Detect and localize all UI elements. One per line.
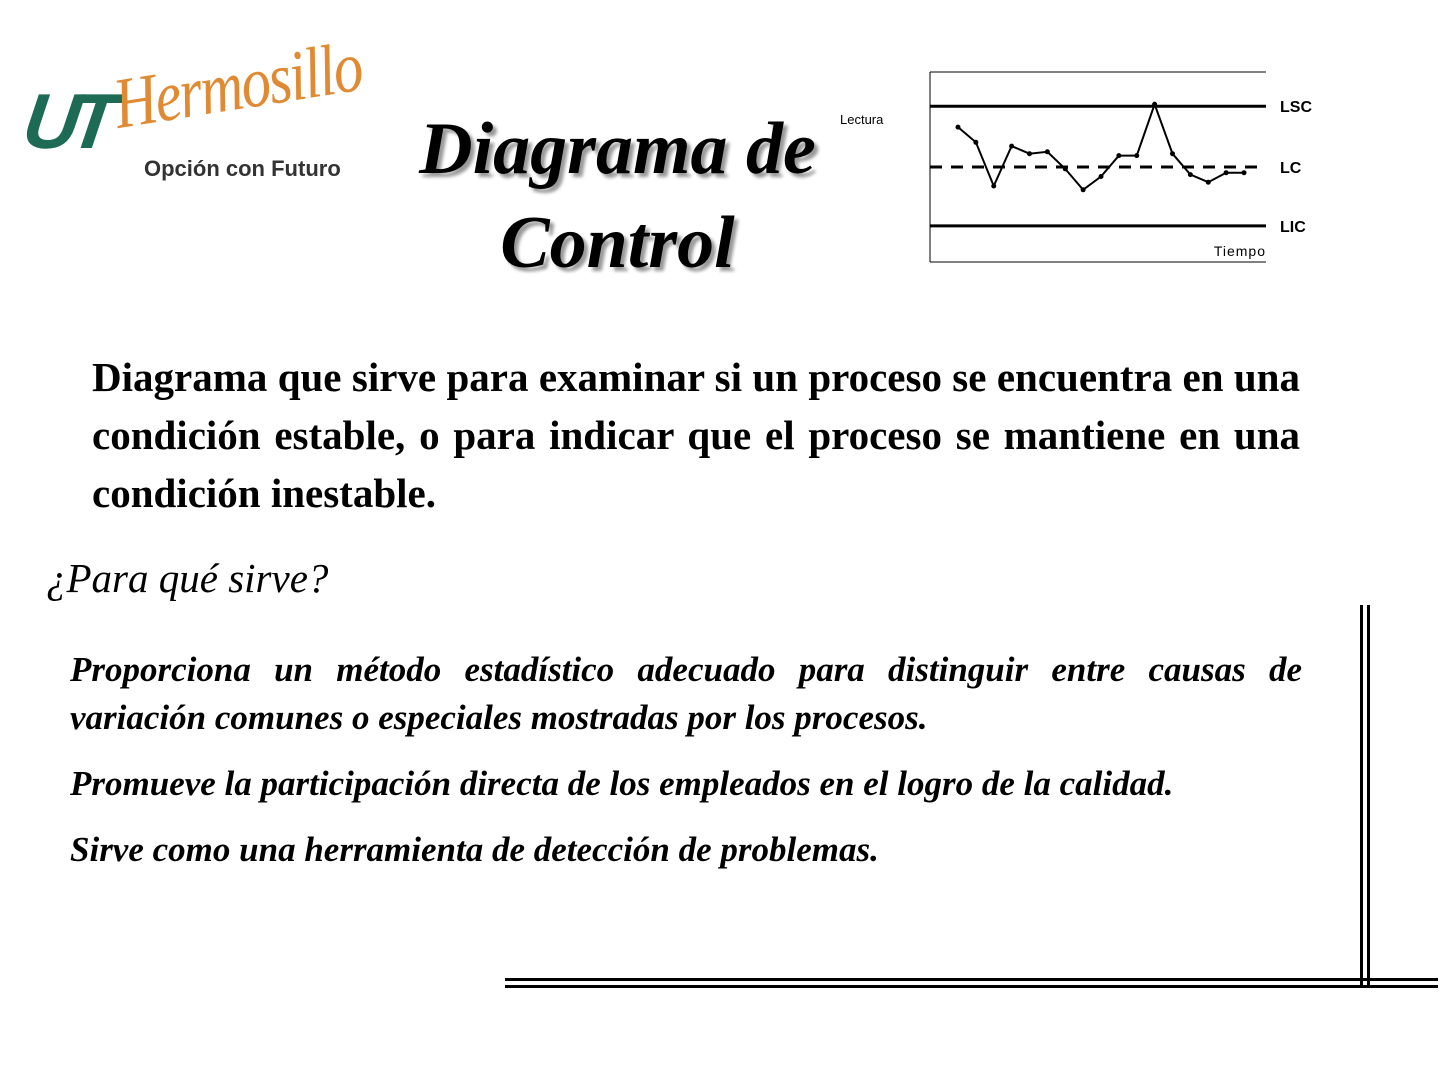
frame-horizontal-line [505,978,1438,981]
reference-lines [930,99,1312,236]
data-point [1188,172,1193,177]
data-point [1242,170,1247,175]
data-point [1134,153,1139,158]
reference-label-lc: LC [1280,160,1302,177]
data-point [1027,151,1032,156]
data-point [1170,151,1175,156]
chart-x-label: Tiempo [1213,243,1266,259]
list-item: Promueve la participación directa de los empleados en el logro de la calidad. [70,764,1174,803]
list-item: Sirve como una herramienta de detección de problemas. [70,830,879,869]
logo-mark: UT [17,77,115,165]
data-point [1224,170,1229,175]
frame-vertical-line [1360,605,1363,985]
data-point [1116,153,1121,158]
data-point [1206,180,1211,185]
data-point [1081,187,1086,192]
data-point [973,140,978,145]
data-point [991,184,996,189]
definition-paragraph: Diagrama que sirve para examinar si un proceso se encuentra en una condición estable, o para indicar que el proceso se mantiene en una condición inestable. [92,354,1300,516]
purpose-heading: ¿Para qué sirve? [46,555,329,601]
frame-vertical-line [1367,605,1370,985]
data-point [1009,144,1014,149]
data-point [1099,174,1104,179]
chart-series [956,102,1247,193]
ut-hermosillo-logo [17,25,367,202]
slide-title [395,102,840,290]
list-item: Proporciona un método estadístico adecuado para distinguir entre causas de variación comunes o especiales mostradas por los procesos. [70,650,1302,737]
purpose-list [70,646,1302,892]
data-point [1045,149,1050,154]
frame-horizontal-line [505,985,1438,988]
reference-label-lic: LIC [1280,218,1306,236]
data-point [1152,102,1157,107]
title-line-1: Diagrama de [419,108,816,190]
reference-label-lsc: LSC [1280,99,1312,117]
data-point [956,125,961,130]
logo-name: Hermosillo [108,25,367,144]
data-point [1063,166,1068,171]
control-chart [836,62,1326,272]
chart-y-label: Lectura [840,112,884,127]
title-line-2: Control [500,202,735,284]
logo-tagline: Opción con Futuro [144,156,341,181]
